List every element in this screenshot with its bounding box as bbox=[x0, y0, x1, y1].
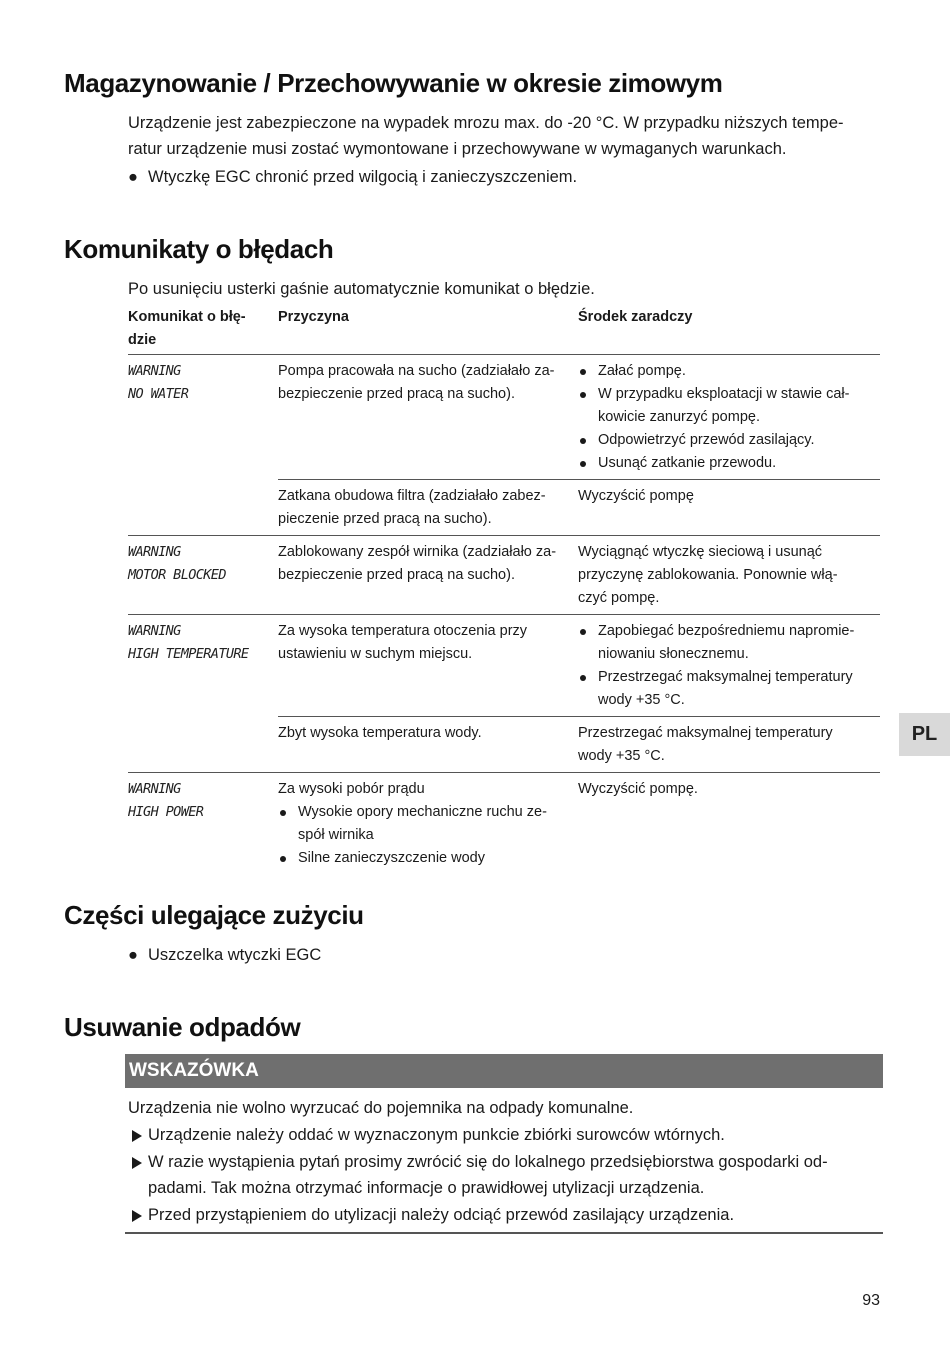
list-item bbox=[578, 429, 874, 452]
cause-line1: Zablokowany zespół wirnika (zadziałało za- bbox=[278, 544, 557, 560]
cause-item-line1: Wysokie opory mechaniczne ruchu ze- bbox=[298, 804, 547, 820]
error-message-cell bbox=[128, 717, 278, 773]
remedy-item-line2: wody +35 °C. bbox=[598, 692, 685, 708]
error-code-line1: WARNING bbox=[128, 363, 181, 379]
cause-line2: ustawieniu w suchym miejscu. bbox=[278, 646, 473, 662]
cause-cell bbox=[278, 536, 578, 615]
header-message-line2: dzie bbox=[128, 332, 157, 348]
remedy-line2: wody +35 °C. bbox=[578, 748, 665, 764]
remedy-line2: przyczynę zablokowania. Ponownie włą- bbox=[578, 567, 838, 583]
list-item bbox=[578, 452, 874, 475]
error-table-header bbox=[128, 305, 880, 355]
error-table bbox=[128, 305, 880, 874]
cause-cell bbox=[278, 480, 578, 536]
language-tab: PL bbox=[899, 713, 950, 756]
errors-intro: Po usunięciu usterki gaśnie automatycznie komunikat o błędzie. bbox=[128, 280, 595, 298]
error-code-line2: NO WATER bbox=[128, 386, 189, 402]
section-title-storage: Magazynowanie / Przechowywanie w okresie zimowym bbox=[64, 68, 723, 98]
storage-bullet bbox=[128, 164, 878, 190]
table-row bbox=[128, 536, 880, 615]
error-code-line2: MOTOR BLOCKED bbox=[128, 567, 226, 583]
remedy-cell: Wyczyścić pompę bbox=[578, 480, 880, 536]
disposal-item-text-line1: W razie wystąpienia pytań prosimy zwrócić się do lokalnego przedsiębiorstwa gospodarki od- bbox=[148, 1153, 828, 1171]
page-number: 93 bbox=[862, 1292, 880, 1309]
cause-list bbox=[278, 801, 572, 870]
section-title-errors: Komunikaty o błędach bbox=[64, 234, 334, 264]
remedy-item-line1: Odpowietrzyć przewód zasilający. bbox=[598, 432, 815, 448]
remedy-cell bbox=[578, 536, 880, 615]
arrow-right-icon bbox=[132, 1157, 142, 1169]
remedy-cell bbox=[578, 615, 880, 717]
remedy-list bbox=[578, 360, 874, 475]
remedy-line1: Wyciągnąć wtyczkę sieciową i usunąć bbox=[578, 544, 823, 560]
error-code-line1: WARNING bbox=[128, 623, 181, 639]
disposal-item-text: Urządzenie należy oddać w wyznaczonym punkcie zbiórki surowców wtórnych. bbox=[148, 1126, 725, 1144]
error-code-line2: HIGH TEMPERATURE bbox=[128, 646, 249, 662]
storage-text-line1: Urządzenie jest zabezpieczone na wypadek mrozu max. do -20 °C. W przypadku niższych tempe- bbox=[128, 114, 844, 132]
error-message-cell bbox=[128, 480, 278, 536]
header-cause: Przyczyna bbox=[278, 305, 578, 355]
error-message-cell bbox=[128, 536, 278, 615]
remedy-item-line1: Zapobiegać bezpośredniemu napromie- bbox=[598, 623, 855, 639]
disposal-item-2 bbox=[130, 1149, 875, 1201]
cause-cell bbox=[278, 773, 578, 875]
table-row bbox=[128, 355, 880, 480]
wear-parts-bullet bbox=[128, 942, 878, 968]
remedy-cell bbox=[578, 355, 880, 480]
disposal-item-1 bbox=[130, 1122, 875, 1148]
section-title-wear-parts: Części ulegające zużyciu bbox=[64, 900, 364, 930]
error-message-cell bbox=[128, 355, 278, 480]
remedy-cell: Wyczyścić pompę. bbox=[578, 773, 880, 875]
list-item bbox=[278, 801, 572, 847]
section-title-disposal: Usuwanie odpadów bbox=[64, 1012, 301, 1042]
table-row bbox=[128, 615, 880, 717]
remedy-item-line1: Usunąć zatkanie przewodu. bbox=[598, 455, 777, 471]
remedy-item-line2: niowaniu słonecznemu. bbox=[598, 646, 749, 662]
cause-line2: bezpieczenie przed pracą na sucho). bbox=[278, 386, 515, 402]
bullet-icon: ● bbox=[128, 946, 138, 964]
arrow-right-icon bbox=[132, 1130, 142, 1142]
note-bottom-rule bbox=[125, 1232, 883, 1234]
disposal-text: Urządzenia nie wolno wyrzucać do pojemnika na odpady komunalne. bbox=[128, 1099, 634, 1117]
list-item bbox=[578, 360, 874, 383]
remedy-item-line2: kowicie zanurzyć pompę. bbox=[598, 409, 760, 425]
cause-cell bbox=[278, 615, 578, 717]
cause-item-line1: Silne zanieczyszczenie wody bbox=[298, 850, 485, 866]
cause-line1: Zatkana obudowa filtra (zadziałało zabez- bbox=[278, 488, 546, 504]
arrow-right-icon bbox=[132, 1210, 142, 1222]
error-code-line1: WARNING bbox=[128, 781, 181, 797]
list-item bbox=[278, 847, 572, 870]
table-row bbox=[128, 717, 880, 773]
cause-line1: Za wysoki pobór prądu bbox=[278, 781, 425, 797]
remedy-line1: Przestrzegać maksymalnej temperatury bbox=[578, 725, 833, 741]
disposal-item-3 bbox=[130, 1202, 875, 1228]
remedy-item-line1: Załać pompę. bbox=[598, 363, 686, 379]
remedy-list bbox=[578, 620, 874, 712]
bullet-icon: ● bbox=[128, 168, 138, 186]
cause-line1: Za wysoka temperatura otoczenia przy bbox=[278, 623, 528, 639]
remedy-line3: czyć pompę. bbox=[578, 590, 660, 606]
list-item bbox=[578, 383, 874, 429]
table-row bbox=[128, 773, 880, 875]
disposal-item-text: Przed przystąpieniem do utylizacji należy odciąć przewód zasilający urządzenia. bbox=[148, 1206, 735, 1224]
list-item bbox=[578, 666, 874, 712]
cause-line2: bezpieczenie przed pracą na sucho). bbox=[278, 567, 515, 583]
storage-text-line2: ratur urządzenie musi zostać wymontowane i przechowywane w wymaganych warunkach. bbox=[128, 140, 787, 158]
error-code-line2: HIGH POWER bbox=[128, 804, 204, 820]
note-header: WSKAZÓWKA bbox=[125, 1054, 883, 1088]
cause-cell: Zbyt wysoka temperatura wody. bbox=[278, 717, 578, 773]
remedy-cell bbox=[578, 717, 880, 773]
wear-parts-bullet-text: Uszczelka wtyczki EGC bbox=[148, 946, 322, 964]
header-message bbox=[128, 305, 278, 355]
remedy-item-line1: Przestrzegać maksymalnej temperatury bbox=[598, 669, 853, 685]
storage-text bbox=[128, 110, 878, 162]
remedy-item-line1: W przypadku eksploatacji w stawie cał- bbox=[598, 386, 850, 402]
table-row bbox=[128, 480, 880, 536]
cause-item-line2: spół wirnika bbox=[298, 827, 374, 843]
header-remedy: Środek zaradczy bbox=[578, 305, 880, 355]
list-item bbox=[578, 620, 874, 666]
storage-bullet-text: Wtyczkę EGC chronić przed wilgocią i zanieczyszczeniem. bbox=[148, 168, 578, 186]
error-message-cell bbox=[128, 773, 278, 875]
cause-line2: pieczenie przed pracą na sucho). bbox=[278, 511, 492, 527]
header-message-line1: Komunikat o błę- bbox=[128, 309, 246, 325]
error-message-cell bbox=[128, 615, 278, 717]
cause-line1: Pompa pracowała na sucho (zadziałało za- bbox=[278, 363, 555, 379]
error-code-line1: WARNING bbox=[128, 544, 181, 560]
cause-cell bbox=[278, 355, 578, 480]
disposal-item-text-line2: padami. Tak można otrzymać informacje o prawidłowej utylizacji urządzenia. bbox=[148, 1179, 705, 1197]
